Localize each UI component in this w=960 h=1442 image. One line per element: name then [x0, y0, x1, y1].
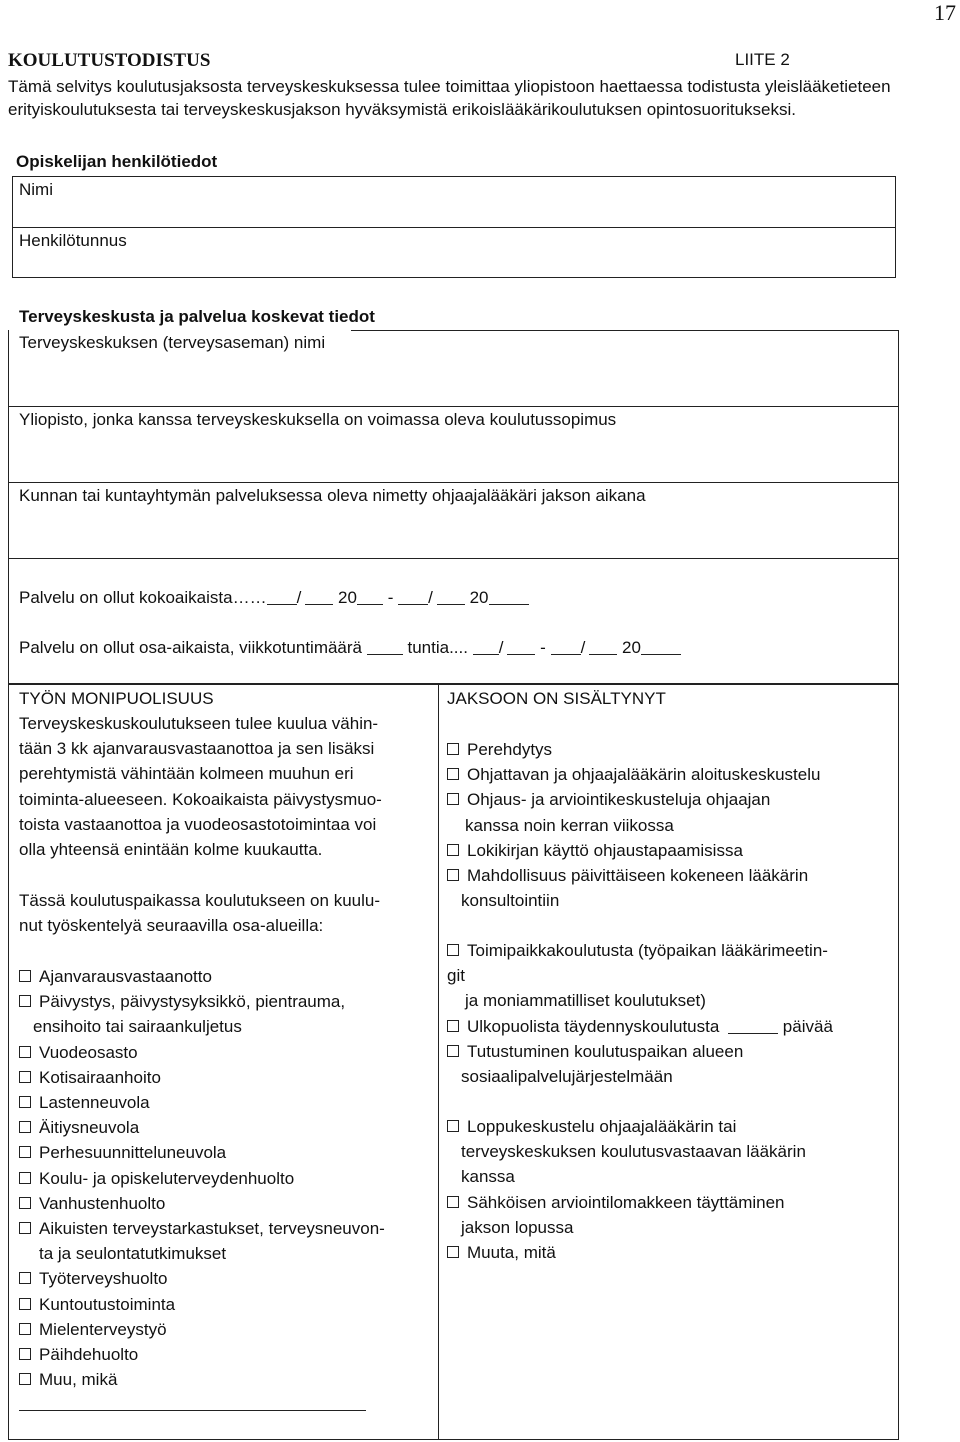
list-item: Muu, mikä [19, 1367, 385, 1392]
list-item: Tutustuminen koulutuspaikan alueen [447, 1039, 833, 1064]
center-divider-2 [8, 482, 899, 483]
parttime-end-month[interactable] [589, 640, 617, 655]
attachment-label: LIITE 2 [735, 50, 790, 69]
list-item-continuation: sosiaalipalvelujärjestelmään [461, 1067, 673, 1087]
list-item-continuation: ja moniammatilliset koulutukset) [465, 991, 706, 1011]
checkbox-kotisairaanhoito[interactable] [19, 1071, 31, 1083]
center-name-label: Terveyskeskuksen (terveysaseman) nimi [19, 333, 326, 352]
list-item: Vanhustenhuolto [19, 1191, 385, 1216]
fulltime-row: Palvelu on ollut kokoaikaista…… / 20 - / 20 [19, 588, 529, 608]
list-item: Lokikirjan käyttö ohjaustapaamisissa [447, 838, 820, 863]
parttime-end-year[interactable] [641, 640, 681, 655]
checkbox-aloituskeskustelu[interactable] [447, 768, 459, 780]
list-item-continuation: ta ja seulontatutkimukset [39, 1244, 227, 1264]
training-days-field[interactable] [728, 1019, 778, 1034]
list-item: Kotisairaanhoito [19, 1065, 385, 1090]
checkbox-vanhustenhuolto[interactable] [19, 1197, 31, 1209]
center-top-edge [351, 330, 899, 331]
student-divider [12, 227, 896, 228]
activities-column-divider [438, 684, 439, 1440]
list-item: Koulu- ja opiskeluterveydenhuolto [19, 1166, 385, 1191]
checkbox-vuodeosasto[interactable] [19, 1046, 31, 1058]
supervisor-label: Kunnan tai kuntayhtymän palveluksessa oleva nimetty ohjaajalääkäri jakson aikana [19, 486, 646, 505]
supervisor-field[interactable] [10, 508, 896, 556]
name-label: Nimi [19, 180, 53, 199]
list-item: Lastenneuvola [19, 1090, 385, 1115]
checkbox-taydennyskoulutus[interactable] [447, 1020, 459, 1032]
checkbox-lokikirja[interactable] [447, 844, 459, 856]
list-item: Ohjaus- ja arviointikeskusteluja ohjaajan [447, 787, 820, 812]
weekly-hours-field[interactable] [367, 640, 403, 655]
checkbox-lastenneuvola[interactable] [19, 1096, 31, 1108]
checkbox-sosiaalipalvelut[interactable] [447, 1045, 459, 1057]
included-list-2 [447, 938, 833, 1089]
list-item: Toimipaikkakoulutusta (työpaikan lääkärimeetin- [447, 938, 833, 963]
university-label: Yliopisto, jonka kanssa terveyskeskuksella on voimassa oleva koulutussopimus [19, 410, 617, 429]
center-divider-1 [8, 406, 899, 407]
parttime-start-month[interactable] [507, 640, 535, 655]
list-item: Perehdytys [447, 737, 820, 762]
work-areas-list [19, 964, 385, 1392]
list-item-continuation: kanssa noin kerran viikossa [465, 815, 674, 835]
list-item-continuation: git [447, 966, 465, 986]
checkbox-paivystys[interactable] [19, 995, 31, 1007]
fulltime-label: Palvelu on ollut kokoaikaista…… [19, 588, 267, 607]
checkbox-loppukeskustelu[interactable] [447, 1120, 459, 1132]
fulltime-end-year[interactable] [489, 590, 529, 605]
checkbox-paihdehuolto[interactable] [19, 1348, 31, 1360]
fulltime-start-day[interactable] [267, 590, 297, 605]
other-specify-line[interactable] [19, 1410, 366, 1411]
fulltime-end-month[interactable] [437, 590, 465, 605]
fulltime-end-day[interactable] [398, 590, 428, 605]
id-label: Henkilötunnus [19, 231, 127, 250]
center-name-field[interactable] [10, 356, 896, 404]
checkbox-arviointilomake[interactable] [447, 1196, 459, 1208]
checkbox-aitiysneuvola[interactable] [19, 1121, 31, 1133]
university-field[interactable] [10, 432, 896, 480]
fulltime-year-prefix-2: 20 [469, 588, 489, 607]
checkbox-ajanvaraus[interactable] [19, 970, 31, 982]
list-item: Aikuisten terveystarkastukset, terveysneuvon- [19, 1216, 385, 1241]
intro-text: Tämä selvitys koulutusjaksosta terveyskeskuksessa tulee toimittaa yliopistoon haettaessa todistusta yleislääketieteen erityiskoulutuksesta tai terveyskeskusjakson hyväksymistä erikoislääkärikoulutuksen opintosuoritukseksi. [8, 77, 891, 119]
list-item-continuation: konsultointiin [461, 891, 560, 911]
list-item-continuation: ensihoito tai sairaankuljetus [33, 1017, 242, 1037]
checkbox-aikuisten-tarkastukset[interactable] [19, 1222, 31, 1234]
parttime-label: Palvelu on ollut osa-aikaista, viikkotuntimäärä [19, 638, 363, 657]
list-item: Mielenterveystyö [19, 1317, 385, 1342]
work-para-1: Terveyskeskuskoulutukseen tulee kuulua vähin- tään 3 kk ajanvarausvastaanottoa ja sen lisäksi perehtymistä vähintään kolmeen muuhun eri toiminta-alueeseen. Kokoaikaista päivystysmuo- toista vastaanottoa ja vuodeosastotoimintaa voi olla yhteensä enintään kolme kuukautta. [19, 714, 382, 860]
list-item: Päihdehuolto [19, 1342, 385, 1367]
hours-unit: tuntia.... [407, 638, 468, 657]
work-heading: TYÖN MONIPUOLISUUS [19, 689, 214, 708]
list-item: Ulkopuolista täydennyskoulutusta päivää [447, 1014, 833, 1039]
checkbox-toimipaikkakoulutus[interactable] [447, 944, 459, 956]
list-item: Ajanvarausvastaanotto [19, 964, 385, 989]
list-item-continuation: terveyskeskuksen koulutusvastaavan lääkärin [461, 1142, 806, 1162]
fulltime-start-year[interactable] [357, 590, 383, 605]
center-heading: Terveyskeskusta ja palvelua koskevat tiedot [19, 307, 375, 326]
document-title: KOULUTUSTODISTUS [8, 50, 211, 71]
checkbox-muu[interactable] [19, 1373, 31, 1385]
center-divider-3 [8, 558, 899, 559]
work-para-2: Tässä koulutuspaikassa koulutukseen on kuulu- nut työskentelyä seuraavilla osa-alueilla: [19, 891, 380, 936]
checkbox-konsultointi[interactable] [447, 869, 459, 881]
list-item: Muuta, mitä [447, 1240, 806, 1265]
checkbox-muuta[interactable] [447, 1246, 459, 1258]
fulltime-year-prefix-1: 20 [338, 588, 357, 607]
checkbox-perehdytys[interactable] [447, 743, 459, 755]
included-heading: JAKSOON ON SISÄLTYNYT [447, 689, 666, 708]
name-field[interactable] [13, 200, 893, 226]
checkbox-perhesuunnittelu[interactable] [19, 1146, 31, 1158]
list-item-continuation: jakson lopussa [461, 1217, 574, 1237]
id-field[interactable] [13, 252, 893, 277]
checkbox-ohjauskeskustelut[interactable] [447, 793, 459, 805]
list-item-continuation: kanssa [461, 1167, 515, 1187]
list-item: Päivystys, päivystysyksikkö, pientrauma, [19, 989, 385, 1014]
checkbox-mielenterveys[interactable] [19, 1323, 31, 1335]
student-heading: Opiskelijan henkilötiedot [16, 152, 218, 171]
list-item: Ohjattavan ja ohjaajalääkärin aloituskeskustelu [447, 762, 820, 787]
checkbox-kouluterveys[interactable] [19, 1172, 31, 1184]
parttime-row: Palvelu on ollut osa-aikaista, viikkotuntimäärä tuntia.... / - / 20 [19, 638, 681, 658]
fulltime-start-month[interactable] [305, 590, 333, 605]
parttime-year-prefix: 20 [622, 638, 641, 657]
included-list-1 [447, 737, 820, 913]
checkbox-kuntoutus[interactable] [19, 1298, 31, 1310]
included-list-3 [447, 1114, 806, 1265]
list-item: Äitiysneuvola [19, 1115, 385, 1140]
parttime-start-day[interactable] [473, 640, 499, 655]
page-number: 17 [934, 0, 956, 25]
list-item: Työterveyshuolto [19, 1266, 385, 1291]
checkbox-tyoterveys[interactable] [19, 1272, 31, 1284]
list-item: Kuntoutustoiminta [19, 1292, 385, 1317]
parttime-end-day[interactable] [551, 640, 581, 655]
list-item: Perhesuunnitteluneuvola [19, 1140, 385, 1165]
list-item: Sähköisen arviointilomakkeen täyttäminen [447, 1190, 806, 1215]
list-item: Vuodeosasto [19, 1040, 385, 1065]
list-item: Loppukeskustelu ohjaajalääkärin tai [447, 1114, 806, 1139]
list-item: Mahdollisuus päivittäiseen kokeneen lääkärin [447, 863, 820, 888]
